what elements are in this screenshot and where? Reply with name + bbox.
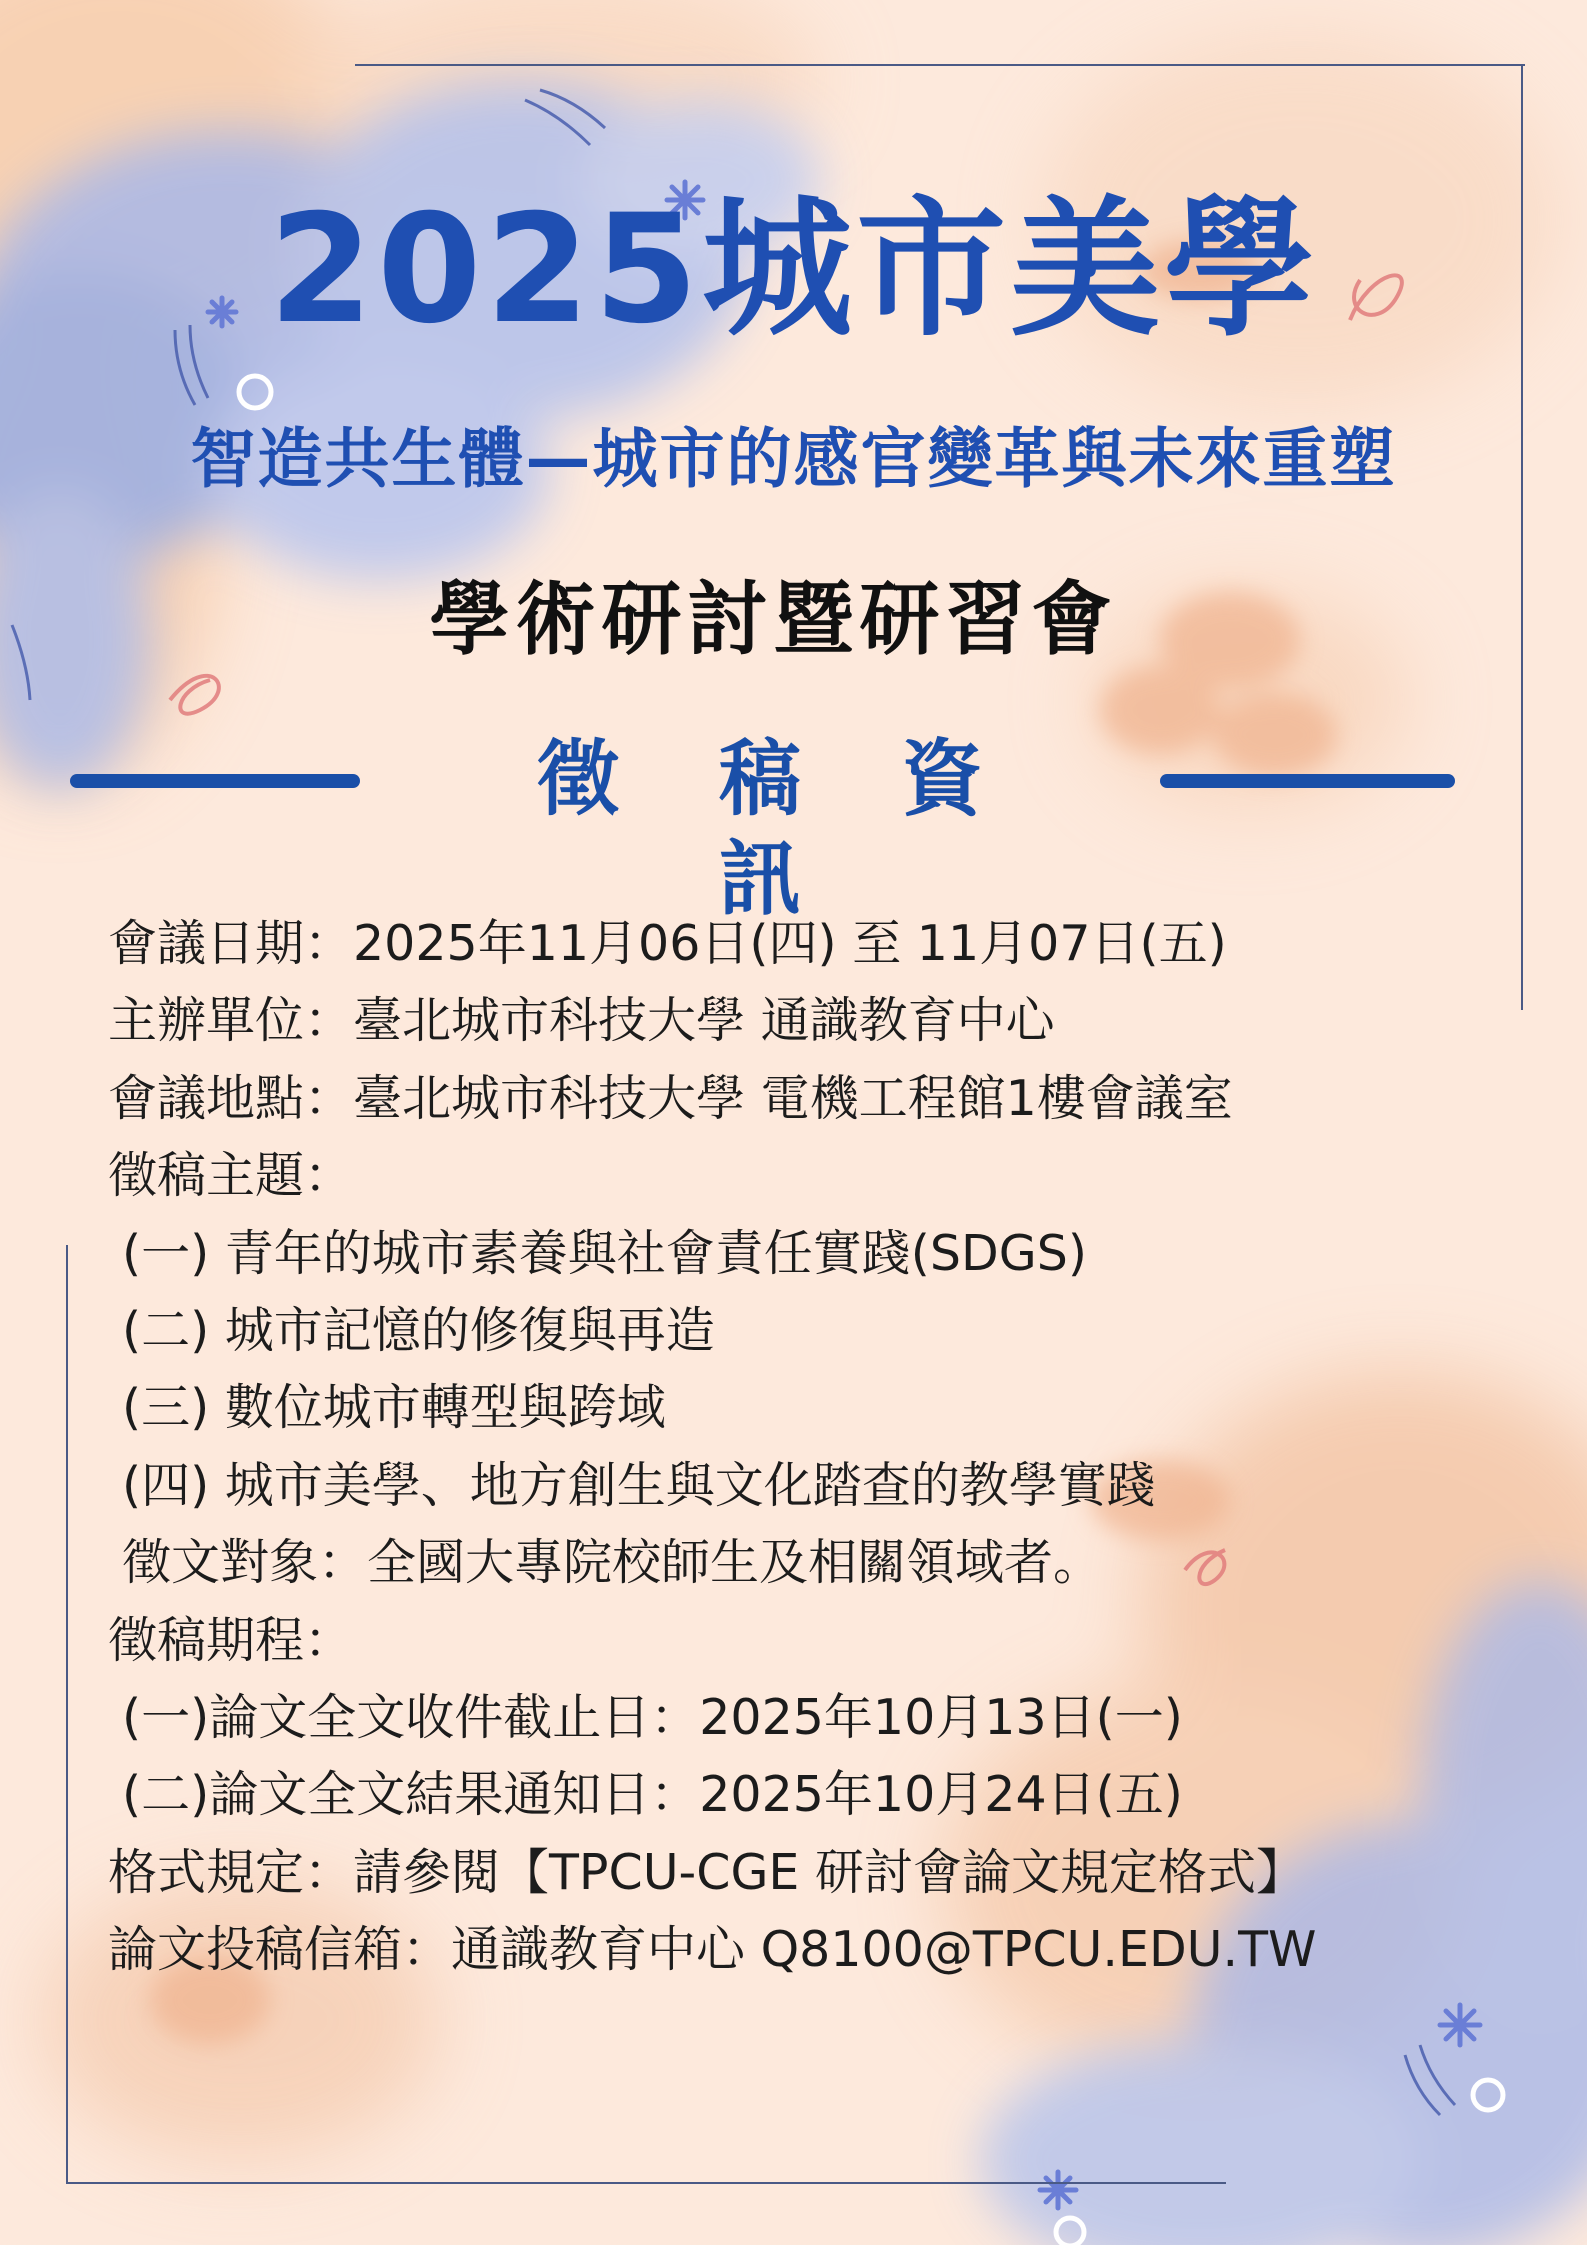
section-heading (0, 730, 1587, 927)
info-venue: 會議地點：臺北城市科技大學 電機工程館1樓會議室 (108, 1069, 1233, 1127)
info-eligibility: 徵文對象：全國大專院校師生及相關領域者。 (122, 1534, 1103, 1592)
section-heading-text: 徵稿資訊 (536, 732, 1083, 927)
poster-title: 2025城市美學 (268, 183, 1319, 357)
heading-rule-left (70, 774, 360, 788)
frame-bottom-line (66, 2182, 1226, 2184)
info-deadline: (一)論文全文收件截止日：2025年10月13日(一) (122, 1689, 1183, 1747)
info-conference-date: 會議日期：2025年11月06日(四) 至 11月07日(五) (108, 915, 1227, 972)
info-notification-date: (二)論文全文結果通知日：2025年10月24日(五) (122, 1766, 1183, 1824)
info-schedule-label: 徵稿期程： (108, 1611, 354, 1669)
call-for-papers-info (108, 905, 1508, 1989)
frame-left-line (66, 1245, 68, 2183)
heading-rule-right (1160, 774, 1455, 788)
info-format-rules: 格式規定：請參閱【TPCU-CGE 研討會論文規定格式】 (108, 1843, 1305, 1901)
info-topic-2: (二) 城市記憶的修復與再造 (122, 1302, 715, 1360)
poster-subtitle: 智造共生體—城市的感官變革與未來重塑 (190, 422, 1397, 497)
info-topics-label: 徵稿主題： (108, 1147, 354, 1205)
event-name: 學術研討暨研習會 (429, 573, 1118, 666)
info-organizer: 主辦單位：臺北城市科技大學 通識教育中心 (108, 992, 1055, 1050)
info-topic-4: (四) 城市美學、地方創生與文化踏查的教學實踐 (122, 1456, 1156, 1514)
frame-top-line (355, 64, 1525, 66)
info-submission-email: 論文投稿信箱：通識教育中心 Q8100@TPCU.EDU.TW (108, 1921, 1317, 1979)
info-topic-1: (一) 青年的城市素養與社會責任實踐(SDGS) (122, 1224, 1087, 1282)
info-topic-3: (三) 數位城市轉型與跨域 (122, 1379, 666, 1437)
